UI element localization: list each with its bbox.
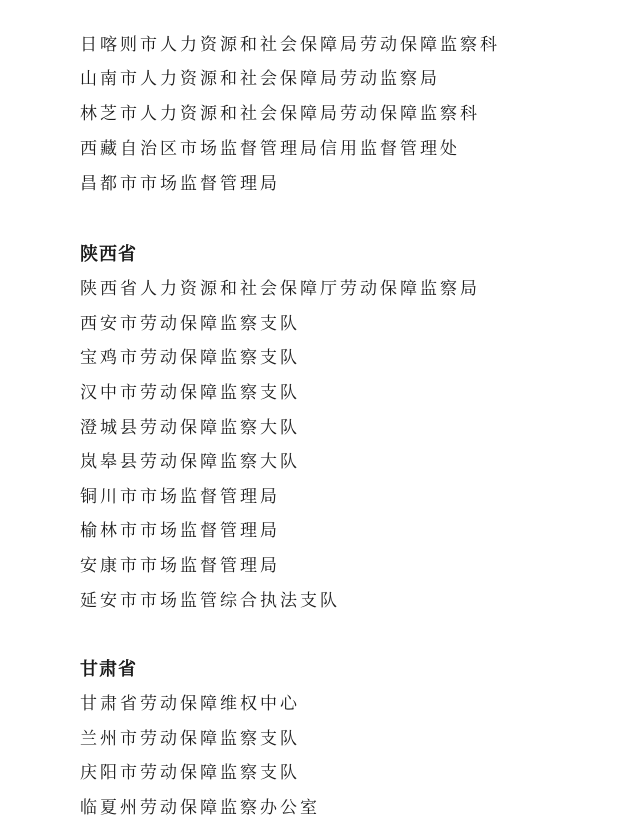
list-item: 榆林市市场监督管理局: [80, 521, 280, 541]
list-item: 兰州市劳动保障监察支队: [80, 729, 300, 749]
list-item: 延安市市场监管综合执法支队: [80, 591, 340, 611]
list-item: 日喀则市人力资源和社会保障局劳动保障监察科: [80, 35, 500, 55]
list-item: 汉中市劳动保障监察支队: [80, 383, 300, 403]
list-item: 林芝市人力资源和社会保障局劳动保障监察科: [80, 104, 480, 124]
list-item: 岚皋县劳动保障监察大队: [80, 452, 300, 472]
list-item: 铜川市市场监督管理局: [80, 487, 280, 507]
list-item: 澄城县劳动保障监察大队: [80, 418, 300, 438]
list-item: 山南市人力资源和社会保障局劳动监察局: [80, 69, 440, 89]
list-item: 陕西省人力资源和社会保障厅劳动保障监察局: [80, 279, 480, 299]
list-item: 宝鸡市劳动保障监察支队: [80, 348, 300, 368]
list-item: 安康市市场监督管理局: [80, 556, 280, 576]
list-item: 西藏自治区市场监督管理局信用监督管理处: [80, 139, 460, 159]
section-heading-shaanxi: 陕西省: [80, 244, 137, 265]
list-item: 昌都市市场监督管理局: [80, 174, 280, 194]
list-item: 甘肃省劳动保障维权中心: [80, 694, 300, 714]
list-item: 西安市劳动保障监察支队: [80, 314, 300, 334]
section-heading-gansu: 甘肃省: [80, 659, 137, 680]
list-item: 临夏州劳动保障监察办公室: [80, 798, 320, 818]
list-item: 庆阳市劳动保障监察支队: [80, 763, 300, 783]
